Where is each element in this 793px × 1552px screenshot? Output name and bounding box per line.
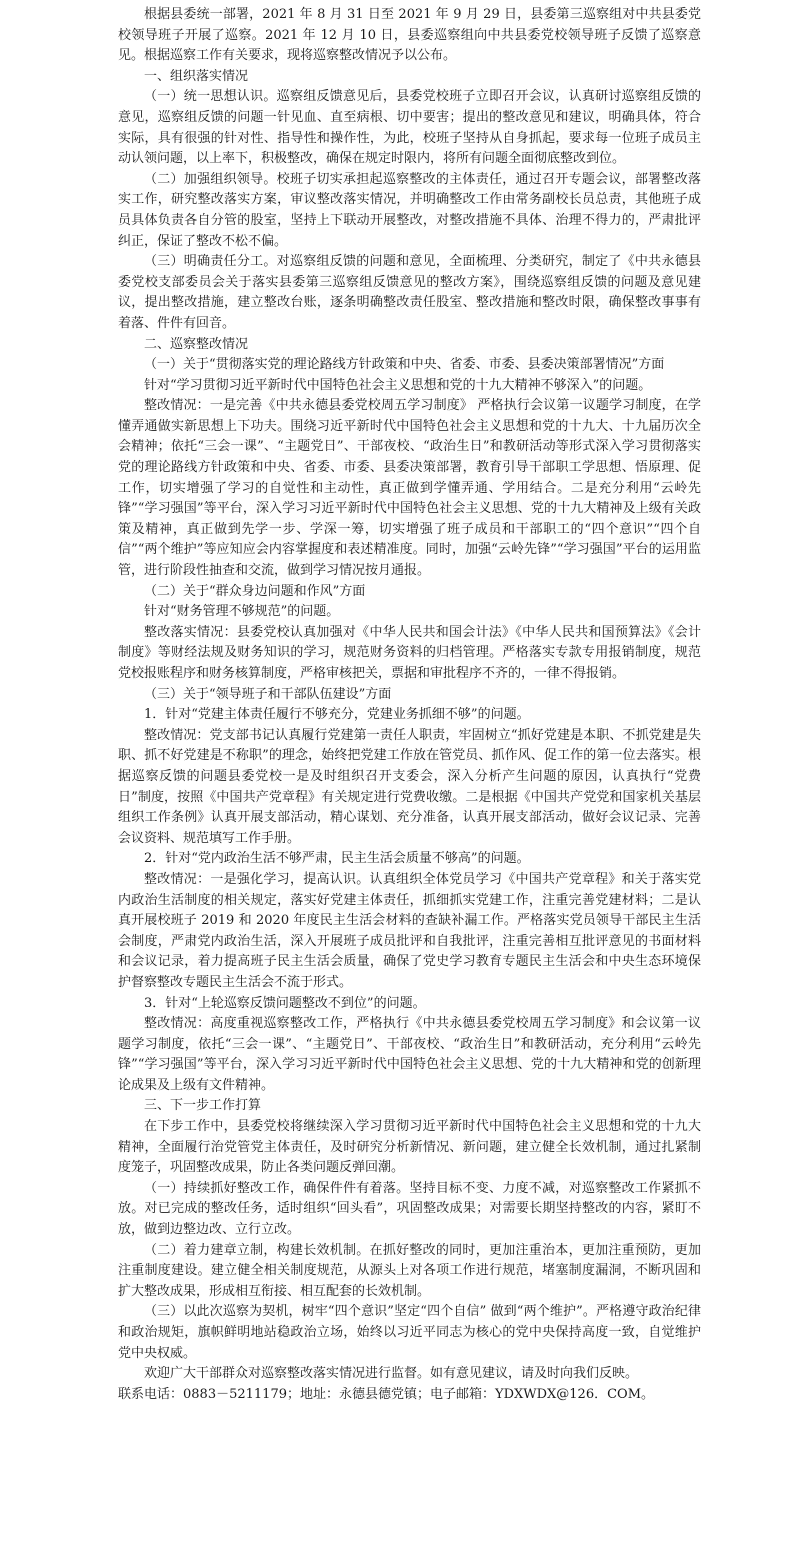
section-3-intro: 在下步工作中，县委党校将继续深入学习贯彻习近平新时代中国特色社会主义思想和党的十九大精神，全面履行治党管党主体责任，及时研究分析新情况、新问题，建立健全长效机制，通过扎紧制度笼子，巩固整改成果，防止各类问题反弹回潮。 xyxy=(118,1119,701,1176)
contact-info: 联系电话：0883－5211179；地址：永德县德党镇；电子邮箱：YDXWDX@126．COM。 xyxy=(118,1386,655,1402)
section-2a-rectification: 整改情况：一是完善《中共永德县委党校周五学习制度》 严格执行会议第一议题学习制度，在学懂弄通做实新思想上下功夫。围绕习近平新时代中国特色社会主义思想和党的十九大、十九届历次全会精神；依托“三会一课”、“主题党日”、干部夜校、“政治生日”和教研活动等形式深入学习贯彻落实党的理论路线方针政策和中央、省委、市委、县委决策部署，教育引导干部职工学思想、悟原理、促工作，切实增强了学习的自觉性和主动性，真正做到学懂弄通、学用结合。二是充分利用“云岭先锋”“学习强国”等平台，深入学习习近平新时代中国特色社会主义思想、党的十九大精神及上级有关政策及精神，真正做到先学一步、学深一筹，切实增强了班子成员和干部职工的“四个意识”“四个自信”“两个维护”等应知应会内容掌握度和表述精准度。同时，加强“云岭先锋”“学习强国”平台的运用监管，进行阶段性抽查和交流，做到学习情况按月通报。 xyxy=(118,398,701,579)
section-2a-heading: （一）关于“贯彻落实党的理论路线方针政策和中央、省委、市委、县委决策部署情况”方面 xyxy=(144,357,665,373)
intro-paragraph: 根据县委统一部署，2021 年 8 月 31 日至 2021 年 9 月 29 日，县委第三巡察组对中共县委党校领导班子开展了巡察。2021 年 12 月 10 日，县委巡察组向中共县委党校领导班子反馈了巡察意见。根据巡察工作有关要求，现将巡察整改情况予以公布。 xyxy=(118,7,701,64)
section-2a-issue: 针对“学习贯彻习近平新时代中国特色社会主义思想和党的十九大精神不够深入”的问题。 xyxy=(144,377,652,393)
section-2c-rectification-3: 整改情况：高度重视巡察整改工作，严格执行《中共永德县委党校周五学习制度》和会议第一议题学习制度，依托“三会一课”、“主题党日”、干部夜校、“政治生日”和教研活动，充分利用“云岭先锋”“学习强国”等平台，深入学习习近平新时代中国特色社会主义思想、党的十九大精神和党的创新理论成果及上级有文件精神。 xyxy=(118,1016,701,1093)
section-2b-rectification: 整改落实情况：县委党校认真加强对《中华人民共和国会计法》《中华人民共和国预算法》《会计制度》等财经法规及财务知识的学习，规范财务资料的归档管理。严格落实专款专用报销制度，规范党校报账程序和财务核算制度，严格审核把关，票据和审批程序不齐的，一律不得报销。 xyxy=(118,624,701,681)
section-2c-issue-2: 2．针对“党内政治生活不够严肃，民主生活会质量不够高”的问题。 xyxy=(144,851,530,867)
closing-paragraph: 欢迎广大干部群众对巡察整改落实情况进行监督。如有意见建议，请及时向我们反映。 xyxy=(144,1366,639,1382)
section-2b-heading: （二）关于“群众身边问题和作风”方面 xyxy=(144,583,366,599)
section-2c-rectification-2: 整改情况：一是强化学习，提高认识。认真组织全体党员学习《中国共产党章程》和关于落实党内政治生活制度的相关规定，落实好党建主体责任，抓细抓实党建工作，注重完善党建材料；二是认真开展校班子 2019 和 2020 年度民主生活会材料的查缺补漏工作。严格落实党员领导干部民主生活会制度，严肃党内政治生活，深入开展班子成员批评和自我批评，注重完善相互批评意见的书面材料和会议记录，着力提高班子民主生活会质量，确保了党史学习教育专题民主生活会和中央生态环境保护督察整改专题民主生活会不流于形式。 xyxy=(118,871,701,990)
section-3-item-2: （二）着力建章立制，构建长效机制。在抓好整改的同时，更加注重治本，更加注重预防，更加注重制度建设。建立健全相关制度规范，从源头上对各项工作进行规范，堵塞制度漏洞，不断巩固和扩大整改成果，形成相互衔接、相互配套的长效机制。 xyxy=(118,1242,701,1299)
section-3-item-3: （三）以此次巡察为契机，树牢“四个意识”坚定“四个自信” 做到“两个维护”。严格遵守政治纪律和政治规矩，旗帜鲜明地站稳政治立场，始终以习近平同志为核心的党中央保持高度一致，自觉维护党中央权威。 xyxy=(118,1304,701,1361)
section-2c-heading: （三）关于“领导班子和干部队伍建设”方面 xyxy=(144,686,392,702)
section-1-item-2: （二）加强组织领导。校班子切实承担起巡察整改的主体责任，通过召开专题会议，部署整改落实工作，研究整改落实方案，审议整改落实情况，并明确整改工作由常务副校长员总责，其他班子成员具体负责各自分管的股室，坚持上下联动开展整改，对整改措施不具体、治理不得力的，严肃批评纠正，保证了整改不松不偏。 xyxy=(118,171,701,249)
section-2c-rectification-1: 整改情况：党支部书记认真履行党建第一责任人职责，牢固树立“抓好党建是本职、不抓党建是失职、抓不好党建是不称职”的理念，始终把党建工作放在管党员、抓作风、促工作的第一位去落实。根据巡察反馈的问题县委党校一是及时组织召开支委会，深入分析产生问题的原因，认真执行“党费日”制度，按照《中国共产党章程》有关规定进行党费收缴。二是根据《中国共产党党和国家机关基层组织工作条例》认真开展支部活动，精心谋划、充分准备，认真开展支部活动，做好会议记录、完善会议资料、规范填写工作手册。 xyxy=(118,727,701,846)
section-2b-issue: 针对“财务管理不够规范”的问题。 xyxy=(144,604,340,620)
section-1-heading: 一、组织落实情况 xyxy=(144,68,249,84)
section-2c-issue-3: 3．针对“上轮巡察反馈问题整改不到位”的问题。 xyxy=(144,995,426,1011)
section-3-heading: 三、下一步工作打算 xyxy=(144,1098,262,1114)
section-1-item-3: （三）明确责任分工。对巡察组反馈的问题和意见，全面梳理、分类研究，制定了《中共永德县委党校支部委员会关于落实县委第三巡察组反馈意见的整改方案》，围绕巡察组反馈的问题及意见建议，提出整改措施，建立整改台账，逐条明确整改责任股室、整改措施和整改时限，确保整改事事有着落、件件有回音。 xyxy=(118,254,701,331)
section-2c-issue-1: 1．针对“党建主体责任履行不够充分，党建业务抓细不够”的问题。 xyxy=(144,707,530,723)
section-1-item-1: （一）统一思想认识。巡察组反馈意见后，县委党校班子立即召开会议，认真研讨巡察组反馈的意见，巡察组反馈的问题一针见血、直至病根、切中要害；提出的整改意见和建议，明确具体，符合实际，具有很强的针对性、指导性和操作性，为此，校班子坚持从自身抓起，要求每一位班子成员主动认领问题，以上率下，积极整改，确保在规定时限内，将所有问题全面彻底整改到位。 xyxy=(118,89,701,167)
section-2-heading: 二、巡察整改情况 xyxy=(144,336,249,352)
section-3-item-1: （一）持续抓好整改工作，确保件件有着落。坚持目标不变、力度不减，对巡察整改工作紧抓不放。对已完成的整改任务，适时组织“回头看”，巩固整改成果；对需要长期坚持整改的内容，紧盯不放，做到边整边改、立行立改。 xyxy=(118,1180,701,1238)
